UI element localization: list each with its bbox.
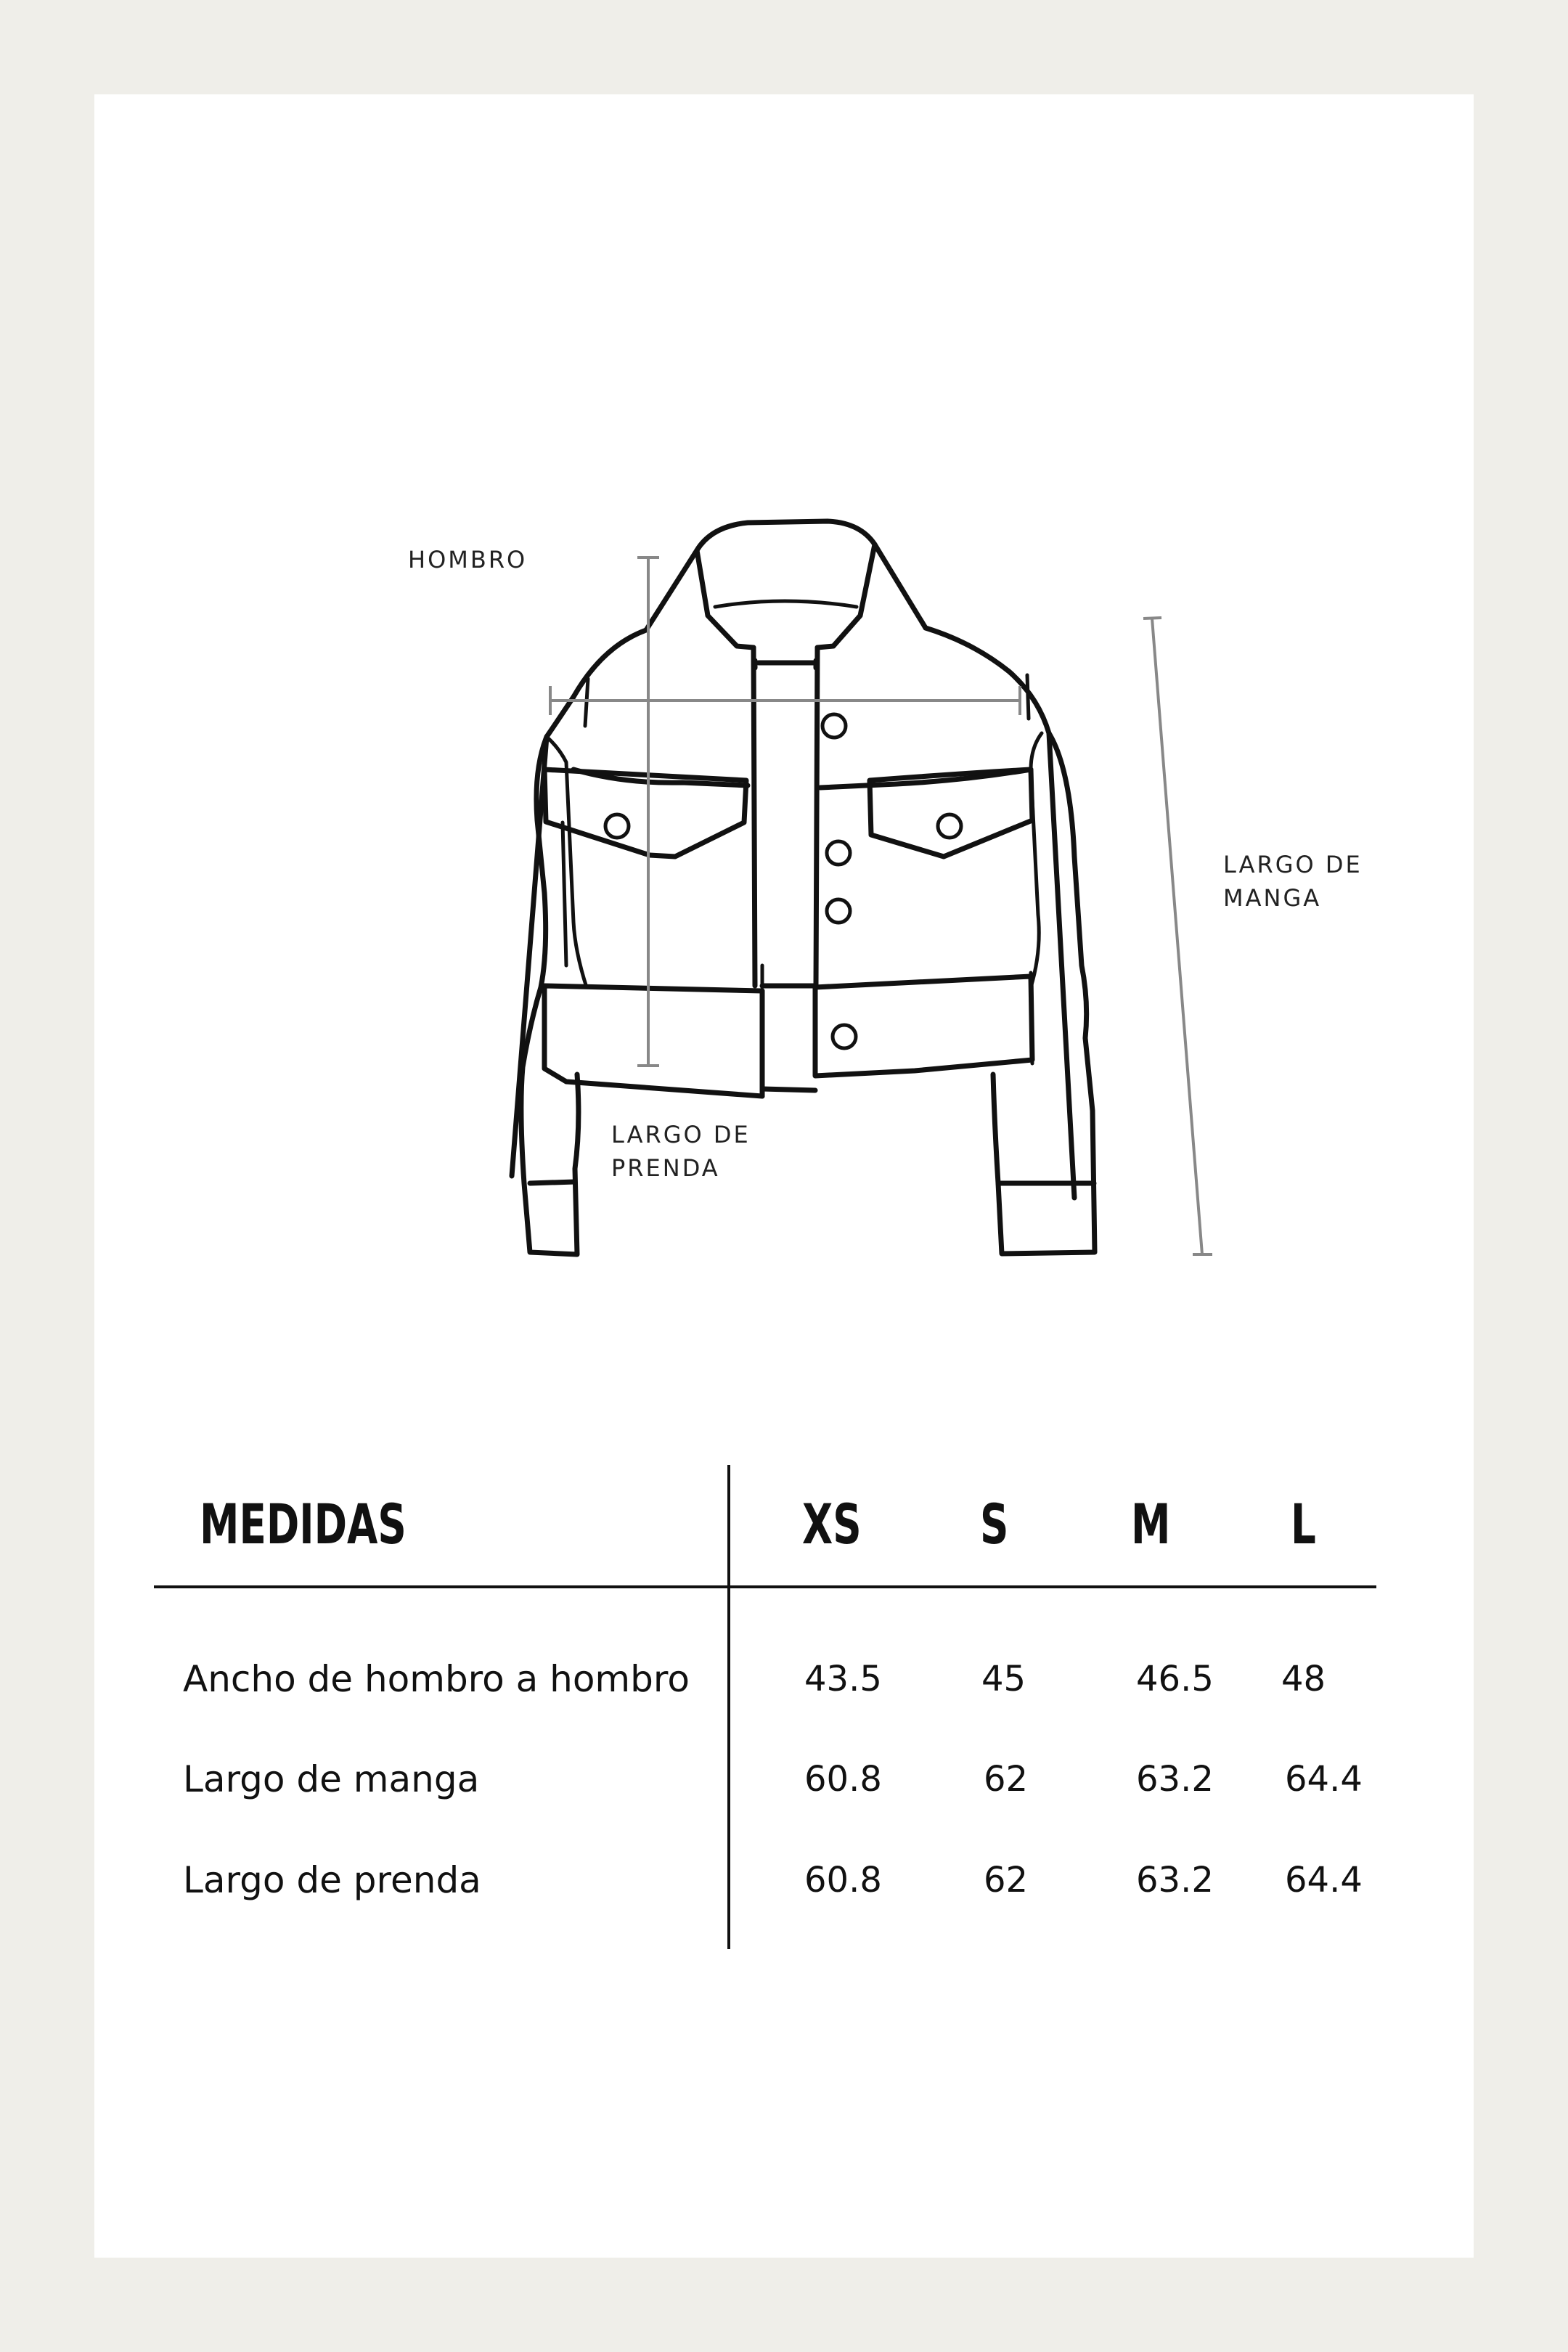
cell-ancho-s: 45 [981, 1659, 1026, 1699]
size-header-s: S [980, 1492, 1009, 1556]
cell-prenda-s: 62 [984, 1860, 1029, 1900]
size-header-xs: XS [802, 1492, 862, 1556]
cell-prenda-xs: 60.8 [804, 1860, 882, 1900]
table-header-divider [154, 1585, 1376, 1588]
cell-manga-m: 63.2 [1136, 1759, 1214, 1800]
cell-manga-l: 64.4 [1285, 1759, 1363, 1800]
cell-prenda-m: 63.2 [1136, 1860, 1214, 1900]
cell-prenda-l: 64.4 [1285, 1860, 1363, 1900]
cell-manga-xs: 60.8 [804, 1759, 882, 1800]
cell-ancho-l: 48 [1281, 1659, 1326, 1699]
cell-ancho-m: 46.5 [1136, 1659, 1214, 1699]
table-title: MEDIDAS [200, 1492, 407, 1556]
hombro-label: HOMBRO [408, 546, 528, 573]
row-label-manga: Largo de manga [183, 1758, 480, 1800]
table-vertical-divider [727, 1465, 730, 1949]
largo-manga-label: LARGO DE MANGA [1223, 851, 1363, 912]
cell-manga-s: 62 [984, 1759, 1029, 1800]
measurements-table [94, 94, 1474, 2258]
size-header-l: L [1291, 1492, 1316, 1556]
row-label-prenda: Largo de prenda [183, 1859, 481, 1901]
cell-ancho-xs: 43.5 [804, 1659, 882, 1699]
largo-prenda-label: LARGO DE PRENDA [611, 1121, 751, 1182]
size-chart-card [94, 94, 1474, 2258]
size-header-m: M [1131, 1492, 1171, 1556]
row-label-ancho: Ancho de hombro a hombro [183, 1658, 690, 1700]
